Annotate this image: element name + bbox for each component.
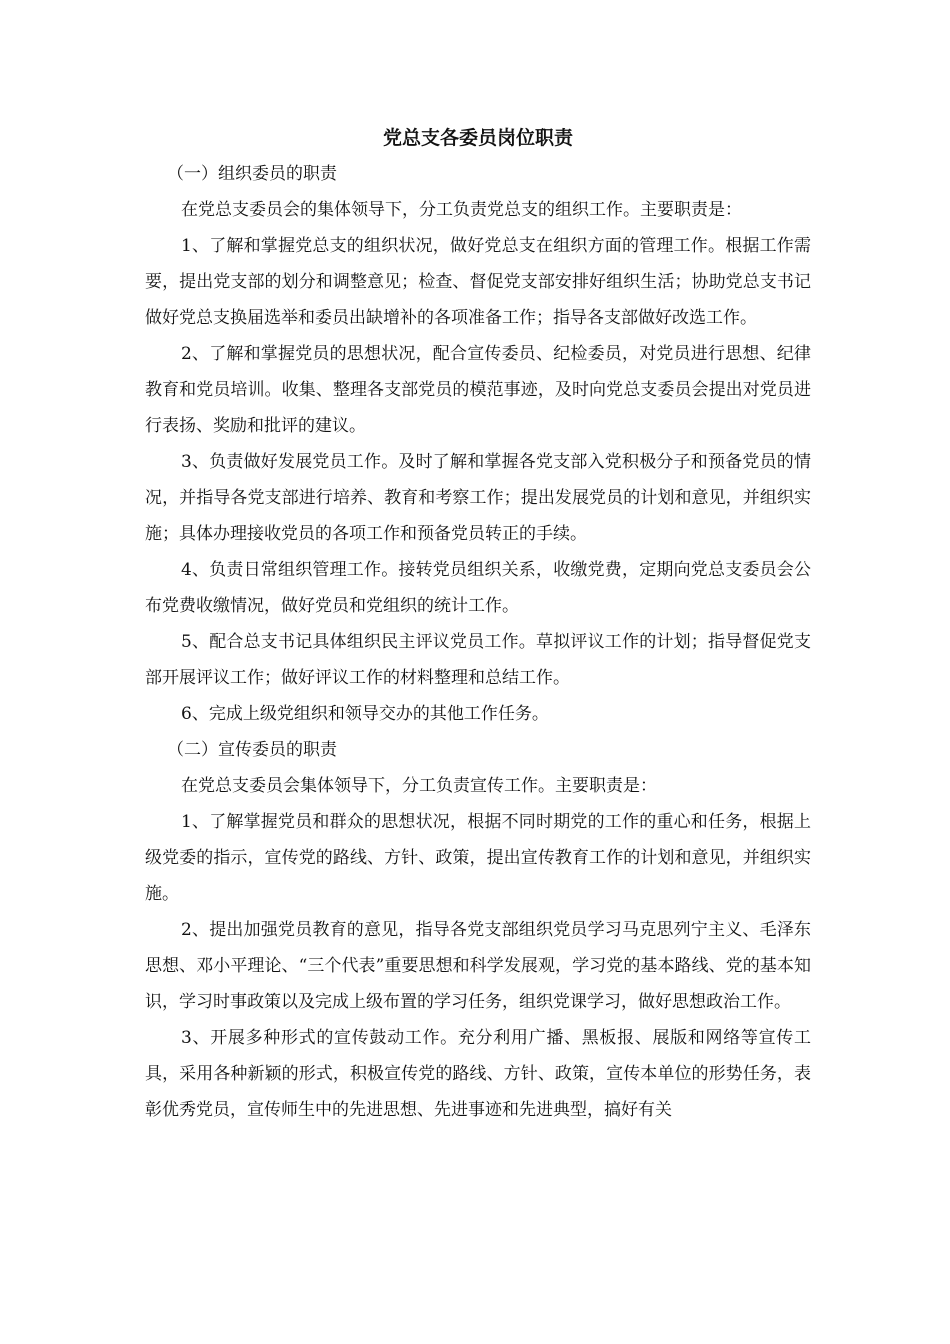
paragraph: 2、提出加强党员教育的意见，指导各党支部组织党员学习马克思列宁主义、毛泽东思想、邓小平理论、“三个代表”重要思想和科学发展观，学习党的基本路线、党的基本知识，学习时事政策以及完成上级布置的学习任务，组织党课学习，做好思想政治工作。	[145, 920, 811, 1012]
section-propaganda	[145, 732, 811, 1128]
paragraph: 3、负责做好发展党员工作。及时了解和掌握各党支部入党积极分子和预备党员的情况，并指导各党支部进行培养、教育和考察工作；提出发展党员的计划和意见，并组织实施；具体办理接收党员的各项工作和预备党员转正的手续。	[145, 452, 811, 544]
document-title: 党总支各委员岗位职责	[382, 127, 573, 149]
paragraph: 在党总支委员会的集体领导下，分工负责党总支的组织工作。主要职责是：	[181, 200, 742, 220]
paragraph: 3、开展多种形式的宣传鼓动工作。充分利用广播、黑板报、展版和网络等宣传工具，采用各种新颖的形式，积极宣传党的路线、方针、政策，宣传本单位的形势任务，表彰优秀党员，宣传师生中的先进思想、先进事迹和先进典型，搞好有关	[145, 1028, 811, 1120]
paragraph: 5、配合总支书记具体组织民主评议党员工作。草拟评议工作的计划；指导督促党支部开展评议工作；做好评议工作的材料整理和总结工作。	[145, 632, 811, 688]
paragraph: 1、了解掌握党员和群众的思想状况，根据不同时期党的工作的重心和任务，根据上级党委的指示，宣传党的路线、方针、政策，提出宣传教育工作的计划和意见，并组织实施。	[145, 812, 811, 904]
document-page	[145, 118, 811, 1128]
paragraph: 6、完成上级党组织和领导交办的其他工作任务。	[181, 704, 549, 724]
section-heading: （一）组织委员的职责	[167, 164, 337, 184]
paragraph: 在党总支委员会集体领导下，分工负责宣传工作。主要职责是：	[181, 776, 657, 796]
section-heading: （二）宣传委员的职责	[167, 740, 337, 760]
paragraph: 4、负责日常组织管理工作。接转党员组织关系，收缴党费，定期向党总支委员会公布党费收缴情况，做好党员和党组织的统计工作。	[145, 560, 811, 616]
paragraph: 1、了解和掌握党总支的组织状况，做好党总支在组织方面的管理工作。根据工作需要，提出党支部的划分和调整意见；检查、督促党支部安排好组织生活；协助党总支书记做好党总支换届选举和委员出缺增补的各项准备工作；指导各支部做好改选工作。	[145, 236, 811, 328]
section-organization	[145, 156, 811, 732]
paragraph: 2、了解和掌握党员的思想状况，配合宣传委员、纪检委员，对党员进行思想、纪律教育和党员培训。收集、整理各支部党员的模范事迹，及时向党总支委员会提出对党员进行表扬、奖励和批评的建议。	[145, 344, 811, 436]
